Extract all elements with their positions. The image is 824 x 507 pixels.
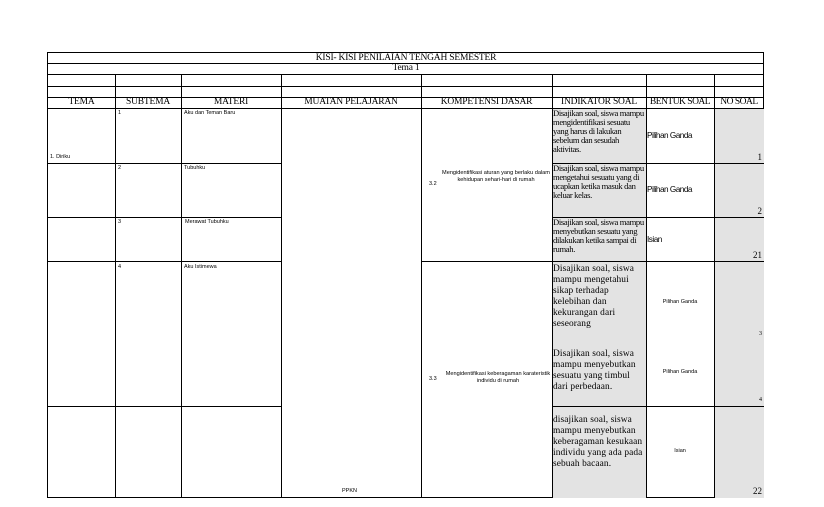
subtema-1: 1 [118,110,122,116]
indikator-4: Disajikan soal, siswa mampu mengetahui sikap terhadap kelebihan dan kekurangan dari seseorang [553,264,634,329]
no-soal-3: 21 [753,250,762,260]
no-soal-1: 1 [757,152,762,162]
bentuk-1: Pilihan Ganda [647,131,692,140]
no-soal-6: 22 [753,486,762,496]
document-title: KISI- KISI PENILAIAN TENGAH SEMESTER [315,53,497,63]
tema-value: 1. Diriku [50,154,71,160]
materi-2: Tubuhku [184,165,206,171]
subtema-2: 2 [118,165,122,171]
materi-3: Merawat Tubuhku [185,219,229,225]
header-no: NO SOAL [720,97,758,107]
indikator-2: Disajikan soal, siswa mampu mengetahui sesuatu yang di ucapkan ketika masuk dan keluar kelas. [553,163,644,200]
nosoal-shade [714,108,764,498]
indikator-6: disajikan soal, siswa mampu menyebutkan keberagaman kesukaan individu yang ada pada sebuah bacaan. [553,415,643,469]
header-indikator: INDIKATOR SOAL [561,97,637,107]
kisi-kisi-table [47,52,764,498]
bentuk-2: Pilihan Ganda [647,185,692,194]
bentuk-5: Pilihan Ganda [662,369,698,375]
bentuk-6: Isian [674,448,686,454]
muatan-value: PPKN [342,488,357,494]
header-subtema: SUBTEMA [126,97,170,107]
indikator-5: Disajikan soal, siswa mampu menyebutkan sesuatu yang timbul dari perbedaan. [553,349,636,392]
indikator-1: Disajikan soal, siswa mampu mengidentifikasi sesuatu yang harus di lakukan sebelum dan sesudah aktivitas. [553,108,644,154]
header-materi: MATERI [213,97,249,107]
no-soal-2: 2 [757,206,762,216]
indikator-3: Disajikan soal, siswa mampu menyebutkan sesuatu yang dilakukan ketika sampai di rumah. [553,217,644,254]
no-soal-4: 3 [759,331,762,337]
header-kd: KOMPETENSI DASAR [440,97,533,107]
kd-text-1: Mengidentifikasi aturan yang berlaku dalam kehidupan sehari-hari di rumah [442,170,550,183]
no-soal-5: 4 [759,397,762,403]
kd-code-2: 3.3 [429,376,437,382]
bentuk-4: Pilihan Ganda [662,299,698,305]
header-bentuk: BENTUK SOAL [649,97,711,107]
kd-code-1: 3.2 [429,181,437,187]
materi-1: Aku dan Teman Baru [184,110,236,116]
bentuk-3: Isian [647,235,662,244]
subtema-4: 4 [118,264,122,270]
subtema-3: 3 [118,219,122,225]
header-tema: TEMA [68,97,95,107]
kd-text-2: Mengidentifikasi keberagaman karateristik individu di rumah [445,371,551,384]
tema-label: Tema 1 [392,63,420,73]
header-muatan: MUATAN PELAJARAN [304,97,398,107]
materi-4: Aku Istimewa [184,264,217,270]
